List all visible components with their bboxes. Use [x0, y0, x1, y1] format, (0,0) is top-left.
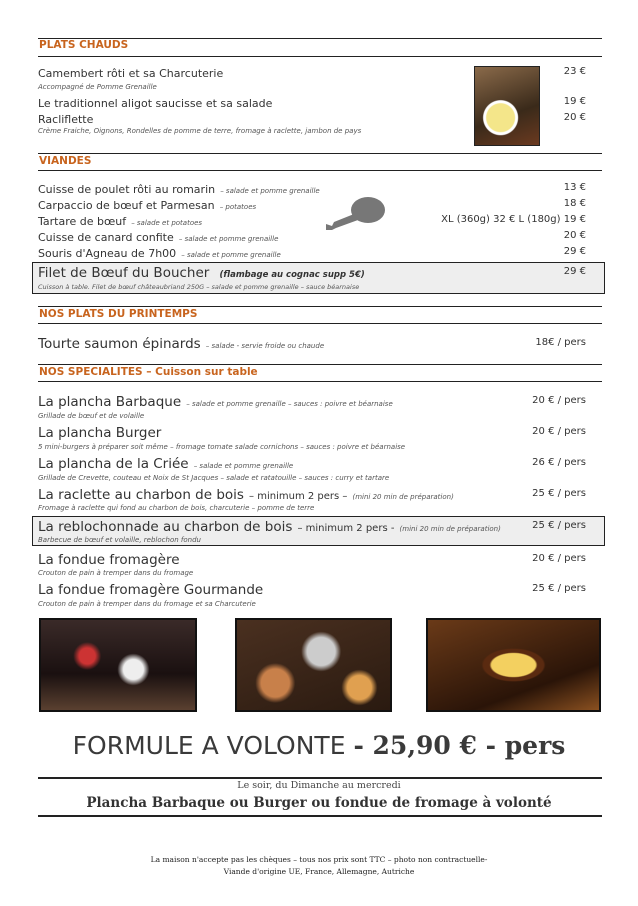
item-price: 29 € — [563, 246, 586, 257]
footer-line-1: La maison n'accepte pas les chèques – tous nos prix sont TTC – photo non contractuelle- — [150, 855, 488, 864]
divider — [38, 381, 602, 382]
fondue-photo — [426, 618, 601, 712]
item-name: La fondue fromagère — [38, 552, 180, 568]
item-price: 18€ / pers — [535, 337, 586, 348]
divider — [38, 170, 602, 171]
formule-price: - 25,90 € - pers — [353, 731, 566, 760]
item-name: La plancha Burger — [38, 425, 162, 441]
item-name: Racliflette — [38, 113, 94, 126]
menu-item — [38, 581, 586, 599]
item-desc: Grillade de Crevette, couteau et Noix de St Jacques – salade et ratatouille – sauces : curry et tartare — [38, 474, 390, 482]
item-name: Souris d'Agneau de 7h00 — [38, 247, 177, 260]
item-name: Cuisse de poulet rôti au romarin — [38, 183, 216, 196]
item-desc: Crouton de pain à tremper dans du fromage et sa Charcuterie — [38, 600, 256, 608]
divider — [38, 306, 602, 307]
item-note: (mini 20 min de préparation) — [399, 525, 501, 533]
divider — [38, 56, 602, 57]
section-title-viandes: VIANDES — [39, 155, 92, 167]
item-name: La plancha Barbaque — [38, 394, 182, 410]
formule-detail: Plancha Barbaque ou Burger ou fondue de fromage à volonté — [86, 795, 552, 811]
divider — [38, 777, 602, 779]
item-desc: 5 mini-burgers à préparer soit même – fromage tomate salade cornichons – sauces : poivre et béarnaise — [38, 443, 406, 451]
footer-line-2: Viande d'origine UE, France, Allemagne, Autriche — [223, 867, 415, 876]
item-note: – salade et pomme grenaille — [178, 235, 279, 243]
menu-item — [38, 486, 586, 504]
plancha-photo — [235, 618, 392, 712]
item-price: 20 € — [563, 112, 586, 123]
item-price: 23 € — [563, 66, 586, 77]
item-desc: Grillade de bœuf et de volaille — [38, 412, 145, 420]
menu-item — [38, 264, 586, 282]
item-price: 26 € / pers — [532, 457, 586, 468]
item-name: Filet de Bœuf du Boucher — [38, 265, 210, 281]
item-desc: Crème Fraiche, Oignons, Rondelles de pomme de terre, fromage à raclette, jambon de pays — [38, 127, 362, 135]
section-title-printemps: NOS PLATS DU PRINTEMPS — [39, 308, 198, 320]
item-note: – potatoes — [219, 203, 257, 211]
item-note: (flambage au cognac supp 5€) — [219, 270, 365, 280]
item-desc: Fromage à raclette qui fond au charbon de bois, charcuterie – pomme de terre — [38, 504, 315, 512]
item-note: – salade et pomme grenaille — [220, 187, 320, 195]
menu-item — [38, 424, 586, 442]
item-price: XL (360g) 32 € L (180g) 19 € — [441, 214, 586, 225]
item-desc: Cuisson à table. Filet de bœuf châteaubriand 250G – salade et pomme grenaille – sauce béarnaise — [38, 283, 360, 291]
divider — [38, 323, 602, 324]
item-desc: Barbecue de bœuf et volaille, reblochon fondu — [38, 536, 201, 544]
divider — [38, 153, 602, 154]
item-name: La reblochonnade au charbon de bois — [38, 519, 293, 535]
item-price: 25 € / pers — [532, 488, 586, 499]
item-price: 20 € — [563, 230, 586, 241]
item-desc: Crouton de pain à tremper dans du fromage — [38, 569, 194, 577]
divider — [38, 815, 602, 817]
item-desc: Accompagné de Pomme Grenaille — [38, 83, 157, 91]
menu-item — [38, 180, 586, 196]
item-price: 19 € — [563, 96, 586, 107]
item-note: – salade - servie froide ou chaude — [205, 342, 325, 350]
item-name: Tourte saumon épinards — [38, 336, 201, 352]
item-note: – salade et pomme grenaille – sauces : poivre et béarnaise — [186, 400, 393, 408]
item-name: Le traditionnel aligot saucisse et sa salade — [38, 97, 273, 110]
item-note: (mini 20 min de préparation) — [352, 493, 454, 501]
raclette-photo — [39, 618, 197, 712]
item-name: La fondue fromagère Gourmande — [38, 582, 264, 598]
formule-title: FORMULE A VOLONTE — [72, 731, 346, 760]
formule-heading — [0, 731, 638, 760]
item-note: – salade et potatoes — [131, 219, 203, 227]
menu-item — [38, 212, 586, 228]
menu-item — [38, 393, 586, 411]
chicken-leg-icon — [322, 194, 386, 234]
item-name: Camembert rôti et sa Charcuterie — [38, 67, 224, 80]
item-price: 13 € — [563, 182, 586, 193]
menu-item — [38, 228, 586, 244]
item-name: Carpaccio de bœuf et Parmesan — [38, 199, 215, 212]
item-price: 20 € / pers — [532, 553, 586, 564]
section-title-specialites: NOS SPECIALITES – Cuisson sur table — [39, 366, 258, 378]
item-note: – salade et pomme grenaille — [193, 462, 294, 470]
item-price: 20 € / pers — [532, 426, 586, 437]
menu-item — [38, 244, 586, 260]
item-name: Tartare de bœuf — [38, 215, 127, 228]
menu-item — [38, 455, 586, 473]
item-name: La plancha de la Criée — [38, 456, 189, 472]
item-note: – salade et pomme grenaille — [181, 251, 281, 259]
item-name: Cuisse de canard confite — [38, 231, 174, 244]
menu-item — [38, 335, 586, 353]
menu-item — [38, 196, 586, 212]
section-title-plats-chauds: PLATS CHAUDS — [39, 39, 129, 51]
item-extra: – minimum 2 pers – — [249, 491, 348, 502]
menu-item — [38, 518, 586, 536]
item-price: 29 € — [563, 266, 586, 277]
item-price: 25 € / pers — [532, 520, 586, 531]
divider — [38, 364, 602, 365]
item-name: La raclette au charbon de bois — [38, 487, 244, 503]
item-extra: – minimum 2 pers - — [297, 523, 395, 534]
formule-when: Le soir, du Dimanche au mercredi — [237, 780, 401, 791]
aligot-photo — [474, 66, 540, 146]
item-price: 25 € / pers — [532, 583, 586, 594]
item-price: 18 € — [563, 198, 586, 209]
menu-item — [38, 551, 586, 569]
item-price: 20 € / pers — [532, 395, 586, 406]
